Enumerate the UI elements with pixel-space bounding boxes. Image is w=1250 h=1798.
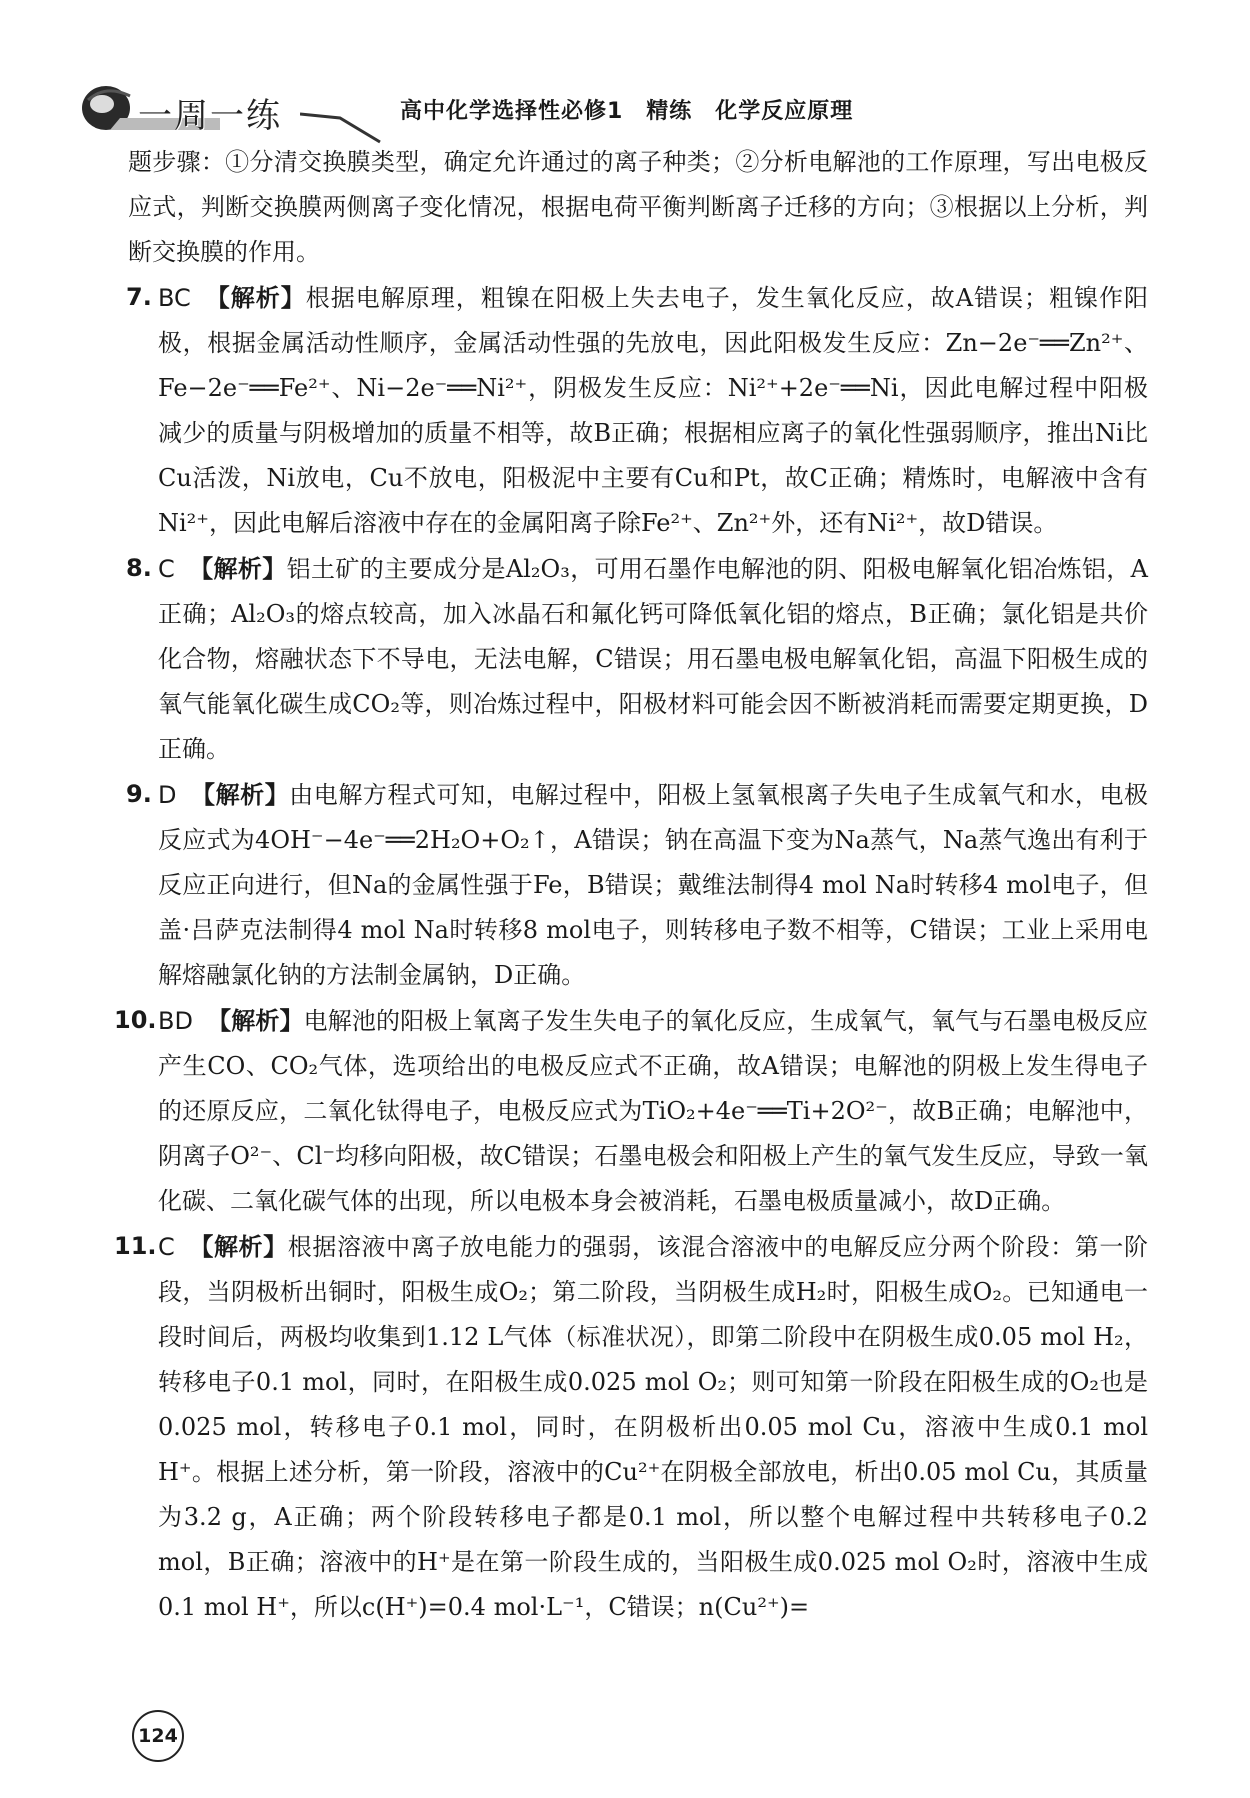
page-header (80, 78, 1140, 142)
item-explanation: 铝土矿的主要成分是Al₂O₃，可用石墨作电解池的阴、阳极电解氧化铝冶炼铝，A正确；Al₂O₃的熔点较高，加入冰晶石和氟化钙可降低氧化铝的熔点，B正确；氯化铝是共价化合物，熔融状态下不导电，无法电解，C错误；用石墨电极电解氧化铝，高温下阳极生成的氧气能氧化碳生成CO₂等，则冶炼过程中，阳极材料可能会因不断被消耗而需要定期更换，D正确。 (158, 555, 1148, 763)
item-answer: BD (158, 1007, 193, 1035)
answer-content (114, 140, 1149, 1630)
item-explanation: 根据电解原理，粗镍在阳极上失去电子，发生氧化反应，故A错误；粗镍作阳极，根据金属活动性顺序，金属活动性强的先放电，因此阳极发生反应：Zn−2e⁻══Zn²⁺、Fe−2e⁻══Fe²⁺、Ni−2e⁻══Ni²⁺，阴极发生反应：Ni²⁺+2e⁻══Ni，因此电解过程中阳极减少的质量与阴极增加的质量不相等，故B正确；根据相应离子的氧化性强弱顺序，推出Ni比Cu活泼，Ni放电，Cu不放电，阳极泥中主要有Cu和Pt，故C正确；精炼时，电解液中含有Ni²⁺，因此电解后溶液中存在的金属阳离子除Fe²⁺、Zn²⁺外，还有Ni²⁺，故D错误。 (158, 284, 1148, 537)
intro-paragraph: 题步骤：①分清交换膜类型，确定允许通过的离子种类；②分析电解池的工作原理，写出电极反应式，判断交换膜两侧离子变化情况，根据电荷平衡判断离子迁移的方向；③根据以上分析，判断交换膜的作用。 (128, 148, 1148, 266)
item-answer: BC (158, 284, 191, 312)
item-explanation: 电解池的阳极上氧离子发生失电子的氧化反应，生成氧气，氧气与石墨电极反应产生CO、CO₂气体，选项给出的电极反应式不正确，故A错误；电解池的阴极上发生得电子的还原反应，二氧化钛得电子，电极反应式为TiO₂+4e⁻══Ti+2O²⁻，故B正确；电解池中，阴离子O²⁻、Cl⁻均移向阳极，故C错误；石墨电极会和阳极上产生的氧气发生反应，导致一氧化碳、二氧化碳气体的出现，所以电极本身会被消耗，石墨电极质量减小，故D正确。 (158, 1007, 1149, 1215)
analysis-tag: 【解析】 (188, 554, 287, 583)
answer-item-11 (114, 1224, 1149, 1630)
item-number: 11. (114, 1232, 157, 1260)
series-logo-text: 一周一练 (138, 96, 282, 136)
item-number: 7. (126, 283, 152, 311)
answer-item-7 (128, 275, 1148, 546)
analysis-tag: 【解析】 (204, 283, 306, 312)
answer-item-9 (128, 772, 1148, 998)
item-explanation: 由电解方程式可知，电解过程中，阳极上氢氧根离子失电子生成氧气和水，电极反应式为4OH⁻−4e⁻══2H₂O+O₂↑，A错误；钠在高温下变为Na蒸气，Na蒸气逸出有利于反应正向进行，但Na的金属性强于Fe，B错误；戴维法制得4 mol Na时转移4 mol电子，但盖·吕萨克法制得4 mol Na时转移8 mol电子，则转移电子数不相等，C错误；工业上采用电解熔融氯化钠的方法制金属钠，D正确。 (158, 781, 1149, 989)
answer-item-10 (114, 998, 1149, 1224)
page-number: 124 (132, 1710, 184, 1762)
analysis-tag: 【解析】 (188, 1232, 288, 1261)
item-number: 9. (126, 780, 152, 808)
book-title: 高中化学选择性必修1 精练 化学反应原理 (400, 99, 854, 124)
item-number: 10. (114, 1006, 157, 1034)
answer-item-8 (128, 546, 1148, 772)
item-explanation: 根据溶液中离子放电能力的强弱，该混合溶液中的电解反应分两个阶段：第一阶段，当阴极析出铜时，阳极生成O₂；第二阶段，当阴极生成H₂时，阳极生成O₂。已知通电一段时间后，两极均收集到1.12 L气体（标准状况），即第二阶段中在阴极生成0.05 mol H₂，转移电子0.1 mol，同时，在阳极生成0.025 mol O₂；则可知第一阶段在阳极生成的O₂也是0.025 mol，转移电子0.1 mol，同时，在阴极析出0.05 mol Cu，溶液中生成0.1 mol H⁺。根据上述分析，第一阶段，溶液中的Cu²⁺在阴极全部放电，析出0.05 mol Cu，其质量为3.2 g，A正确；两个阶段转移电子都是0.1 mol，所以整个电解过程中共转移电子0.2 mol，B正确；溶液中的H⁺是在第一阶段生成的，当阳极生成0.025 mol O₂时，溶液中生成0.1 mol H⁺，所以c(H⁺)=0.4 mol·L⁻¹，C错误；n(Cu²⁺)= (158, 1233, 1149, 1621)
analysis-tag: 【解析】 (190, 780, 290, 809)
item-answer: D (158, 781, 177, 809)
item-answer: C (158, 1233, 175, 1261)
item-answer: C (158, 555, 175, 583)
analysis-tag: 【解析】 (206, 1006, 304, 1035)
item-number: 8. (126, 554, 152, 582)
